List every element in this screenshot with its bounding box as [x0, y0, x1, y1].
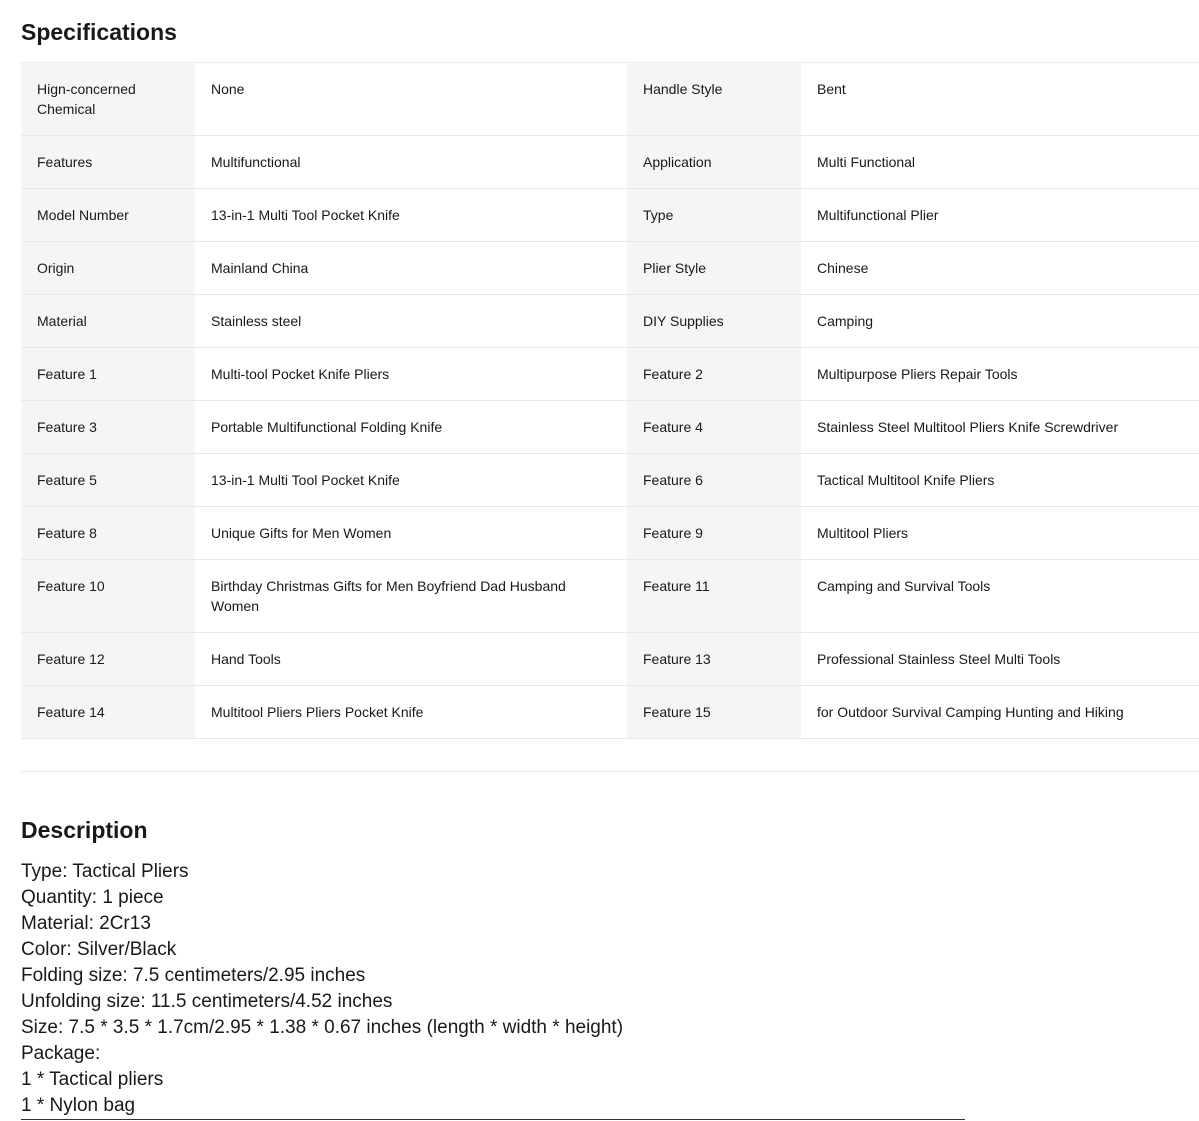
spec-value: Multipurpose Pliers Repair Tools — [801, 348, 1199, 401]
spec-row — [21, 686, 1199, 739]
spec-key: Feature 3 — [21, 401, 195, 454]
spec-key: Feature 5 — [21, 454, 195, 507]
spec-value: Stainless Steel Multitool Pliers Knife Screwdriver — [801, 401, 1199, 454]
spec-value: for Outdoor Survival Camping Hunting and Hiking — [801, 686, 1199, 739]
section-divider — [21, 771, 1199, 772]
description-line: Folding size: 7.5 centimeters/2.95 inches — [21, 965, 366, 986]
spec-key: Material — [21, 295, 195, 348]
spec-key: Hign-concerned Chemical — [21, 63, 195, 136]
spec-value: Camping — [801, 295, 1199, 348]
spec-row — [21, 401, 1199, 454]
spec-value: Camping and Survival Tools — [801, 560, 1199, 633]
spec-value: Birthday Christmas Gifts for Men Boyfriend Dad Husband Women — [195, 560, 627, 633]
spec-key: Feature 1 — [21, 348, 195, 401]
specifications-heading: Specifications — [21, 19, 177, 45]
spec-row — [21, 189, 1199, 242]
description-underline — [21, 1119, 965, 1120]
spec-value: Multi Functional — [801, 136, 1199, 189]
spec-key: Plier Style — [627, 242, 801, 295]
spec-row — [21, 295, 1199, 348]
spec-key: Feature 15 — [627, 686, 801, 739]
spec-value: Professional Stainless Steel Multi Tools — [801, 633, 1199, 686]
spec-row — [21, 560, 1199, 633]
description-line: Unfolding size: 11.5 centimeters/4.52 inches — [21, 991, 393, 1012]
spec-key: Feature 10 — [21, 560, 195, 633]
spec-key: Feature 8 — [21, 507, 195, 560]
spec-value: None — [195, 63, 627, 136]
spec-key: Handle Style — [627, 63, 801, 136]
spec-value: Unique Gifts for Men Women — [195, 507, 627, 560]
spec-row — [21, 348, 1199, 401]
spec-value: Stainless steel — [195, 295, 627, 348]
spec-key: Model Number — [21, 189, 195, 242]
spec-value: Portable Multifunctional Folding Knife — [195, 401, 627, 454]
spec-value: 13-in-1 Multi Tool Pocket Knife — [195, 454, 627, 507]
spec-value: Hand Tools — [195, 633, 627, 686]
spec-value: Bent — [801, 63, 1199, 136]
spec-value: Multifunctional — [195, 136, 627, 189]
description-line: Package: — [21, 1043, 101, 1064]
spec-key: Origin — [21, 242, 195, 295]
spec-key: DIY Supplies — [627, 295, 801, 348]
spec-key: Feature 9 — [627, 507, 801, 560]
description-line: Color: Silver/Black — [21, 939, 177, 960]
spec-value: 13-in-1 Multi Tool Pocket Knife — [195, 189, 627, 242]
spec-row — [21, 242, 1199, 295]
spec-row — [21, 136, 1199, 189]
spec-row — [21, 63, 1199, 136]
description-line: Material: 2Cr13 — [21, 913, 151, 934]
description-line: Type: Tactical Pliers — [21, 861, 189, 882]
spec-key: Feature 6 — [627, 454, 801, 507]
spec-key: Feature 13 — [627, 633, 801, 686]
spec-key: Feature 4 — [627, 401, 801, 454]
description-line: 1 * Tactical pliers — [21, 1069, 164, 1090]
spec-row — [21, 454, 1199, 507]
specifications-table — [21, 62, 1199, 739]
description-line: Size: 7.5 * 3.5 * 1.7cm/2.95 * 1.38 * 0.67 inches (length * width * height) — [21, 1017, 624, 1038]
description-heading: Description — [21, 817, 148, 843]
description-line: Quantity: 1 piece — [21, 887, 164, 908]
spec-value: Multitool Pliers — [801, 507, 1199, 560]
spec-row — [21, 633, 1199, 686]
spec-key: Feature 12 — [21, 633, 195, 686]
spec-value: Mainland China — [195, 242, 627, 295]
spec-key: Features — [21, 136, 195, 189]
description-line: 1 * Nylon bag — [21, 1095, 136, 1116]
spec-key: Feature 14 — [21, 686, 195, 739]
spec-key: Type — [627, 189, 801, 242]
spec-value: Multifunctional Plier — [801, 189, 1199, 242]
spec-value: Chinese — [801, 242, 1199, 295]
spec-key: Feature 11 — [627, 560, 801, 633]
spec-value: Multi-tool Pocket Knife Pliers — [195, 348, 627, 401]
spec-key: Application — [627, 136, 801, 189]
description-body — [21, 859, 965, 1119]
spec-value: Multitool Pliers Pliers Pocket Knife — [195, 686, 627, 739]
spec-value: Tactical Multitool Knife Pliers — [801, 454, 1199, 507]
spec-key: Feature 2 — [627, 348, 801, 401]
spec-row — [21, 507, 1199, 560]
